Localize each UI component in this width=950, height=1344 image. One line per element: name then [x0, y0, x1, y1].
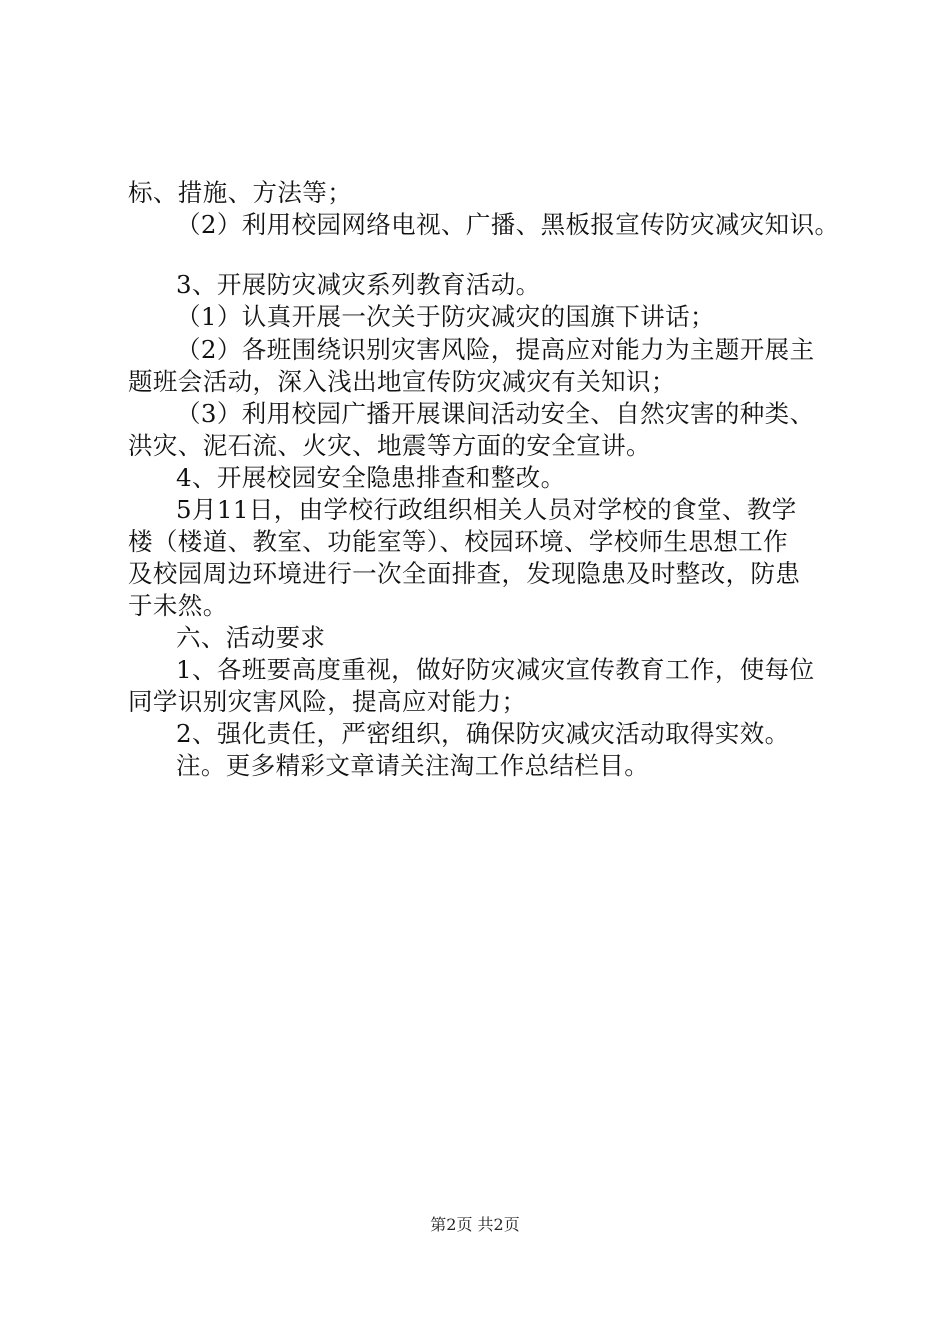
text-line: 3、开展防灾减灾系列教育活动。 — [176, 270, 541, 299]
text-line: 4、开展校园安全隐患排查和整改。 — [176, 463, 566, 492]
text-line: 1、各班要高度重视，做好防灾减灾宣传教育工作，使每位 — [176, 655, 815, 684]
text-line: 于未然。 — [128, 591, 228, 620]
text-line: 5月11日，由学校行政组织相关人员对学校的食堂、教学 — [176, 495, 797, 524]
text-line: 2、强化责任，严密组织，确保防灾减灾活动取得实效。 — [176, 719, 790, 748]
text-line: 及校园周边环境进行一次全面排查，发现隐患及时整改，防患 — [128, 559, 801, 588]
text-line: 楼（楼道、教室、功能室等）、校园环境、学校师生思想工作 — [128, 527, 789, 556]
text-line: 标、措施、方法等； — [128, 178, 353, 207]
text-line: （1）认真开展一次关于防灾减灾的国旗下讲话； — [176, 302, 715, 331]
text-line: （2）各班围绕识别灾害风险，提高应对能力为主题开展主 — [176, 335, 815, 364]
text-line: 同学识别灾害风险，提高应对能力； — [128, 687, 527, 716]
page-footer: 第2页 共2页 — [430, 1215, 520, 1234]
text-line: （3）利用校园广播开展课间活动安全、自然灾害的种类、 — [176, 399, 815, 428]
text-line: 题班会活动，深入浅出地宣传防灾减灾有关知识； — [128, 367, 676, 396]
section-heading: 六、活动要求 — [176, 623, 326, 652]
text-line: 洪灾、泥石流、火灾、地震等方面的安全宣讲。 — [128, 431, 651, 460]
text-line: 注。更多精彩文章请关注淘工作总结栏目。 — [176, 751, 650, 780]
text-line: （2）利用校园网络电视、广播、黑板报宣传防灾减灾知识。 — [176, 210, 840, 239]
